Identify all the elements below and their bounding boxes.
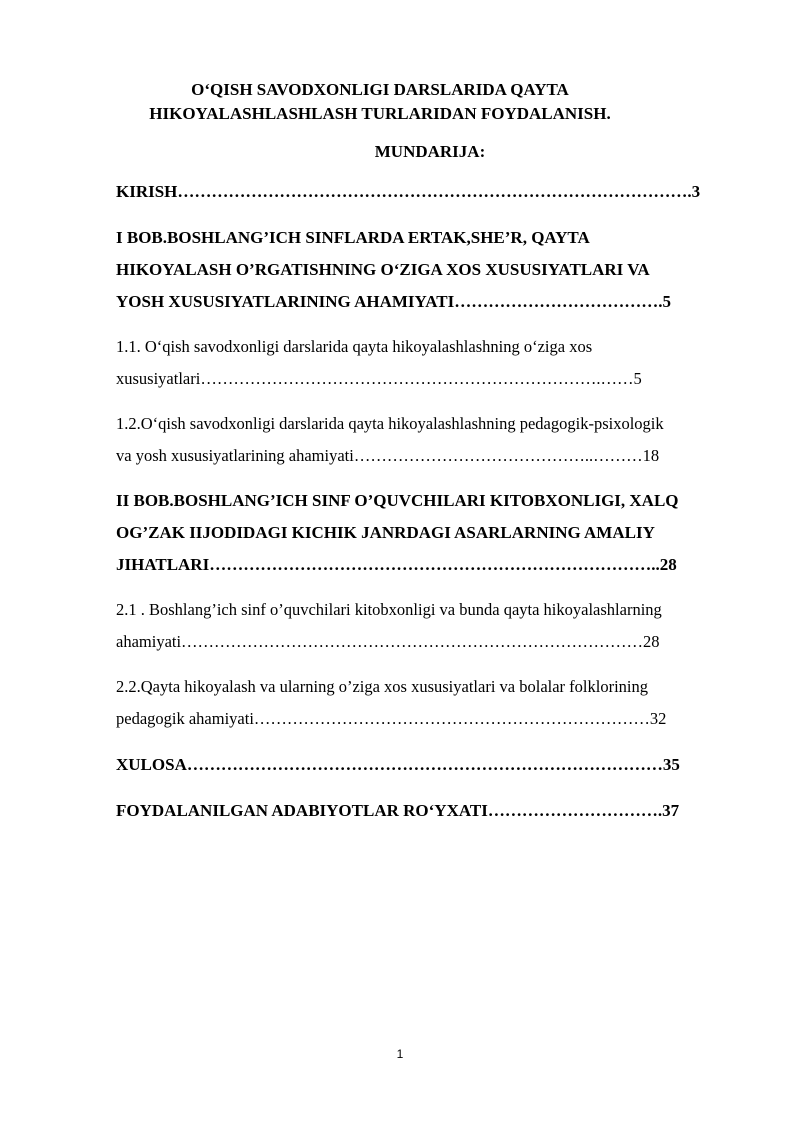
- table-of-contents: [116, 176, 742, 827]
- toc-chapter-1-line-1: I BOB.BOSHLANG’ICH SINFLARDA ERTAK,SHE’R, QAYTA: [116, 228, 590, 247]
- toc-entry-xulosa[interactable]: XULOSA…………………………………………………………………………35: [116, 755, 680, 774]
- toc-section-1-2-line-2: va yosh xususiyatlarining ahamiyati……………………………………..………18: [116, 446, 660, 465]
- toc-chapter-2-line-2: OG’ZAK IIJODIDAGI KICHIK JANRDAGI ASARLARNING AMALIY: [116, 523, 655, 542]
- toc-entry-section-1-2[interactable]: [116, 408, 742, 472]
- toc-section-1-1-line-1: 1.1. O‘qish savodxonligi darslarida qayta hikoyalashlashning o‘ziga xos: [116, 337, 593, 356]
- toc-entry-chapter-2[interactable]: [116, 485, 742, 581]
- toc-entry-chapter-1[interactable]: [116, 222, 742, 318]
- toc-chapter-2-line-3: JIHATLARI……………………………………………………………………..28: [116, 555, 677, 574]
- toc-section-2-1-line-2: ahamiyati…………………………………………………………………………28: [116, 632, 660, 651]
- toc-entry-bibliography[interactable]: FOYDALANILGAN ADABIYOTLAR RO‘YXATI………………………….37: [116, 801, 680, 820]
- document-title: [100, 78, 660, 126]
- title-line-2: HIKOYALASHLASHLASH TURLARIDAN FOYDALANISH.: [149, 104, 611, 123]
- toc-chapter-2-line-1: II BOB.BOSHLANG’ICH SINF O’QUVCHILARI KITOBXONLIGI, XALQ: [116, 491, 679, 510]
- toc-section-1-1-line-2: xususiyatlari……………………………………………………………….……5: [116, 369, 642, 388]
- toc-chapter-1-line-2: HIKOYALASH O’RGATISHNING O‘ZIGA XOS XUSUSIYATLARI VA: [116, 260, 650, 279]
- page-number: 1: [396, 1047, 404, 1061]
- toc-entry-section-1-1[interactable]: [116, 331, 742, 395]
- toc-section-2-2-line-1: 2.2.Qayta hikoyalash va ularning o’ziga xos xususiyatlari va bolalar folklorining: [116, 677, 648, 696]
- toc-entry-kirish[interactable]: KIRISH……………………………………………………………………………….3: [116, 182, 701, 201]
- toc-entry-section-2-2[interactable]: [116, 671, 742, 735]
- contents-heading: MUNDARIJA:: [374, 142, 486, 161]
- toc-section-2-1-line-1: 2.1 . Boshlang’ich sinf o’quvchilari kitobxonligi va bunda qayta hikoyalashlarning: [116, 600, 662, 619]
- toc-entry-section-2-1[interactable]: [116, 594, 742, 658]
- toc-section-1-2-line-1: 1.2.O‘qish savodxonligi darslarida qayta hikoyalashlashning pedagogik-psixologik: [116, 414, 664, 433]
- title-line-1: O‘QISH SAVODXONLIGI DARSLARIDA QAYTA: [191, 80, 569, 99]
- toc-chapter-1-line-3: YOSH XUSUSIYATLARINING AHAMIYATI……………………………….5: [116, 292, 671, 311]
- toc-section-2-2-line-2: pedagogik ahamiyati………………………………………………………………32: [116, 709, 667, 728]
